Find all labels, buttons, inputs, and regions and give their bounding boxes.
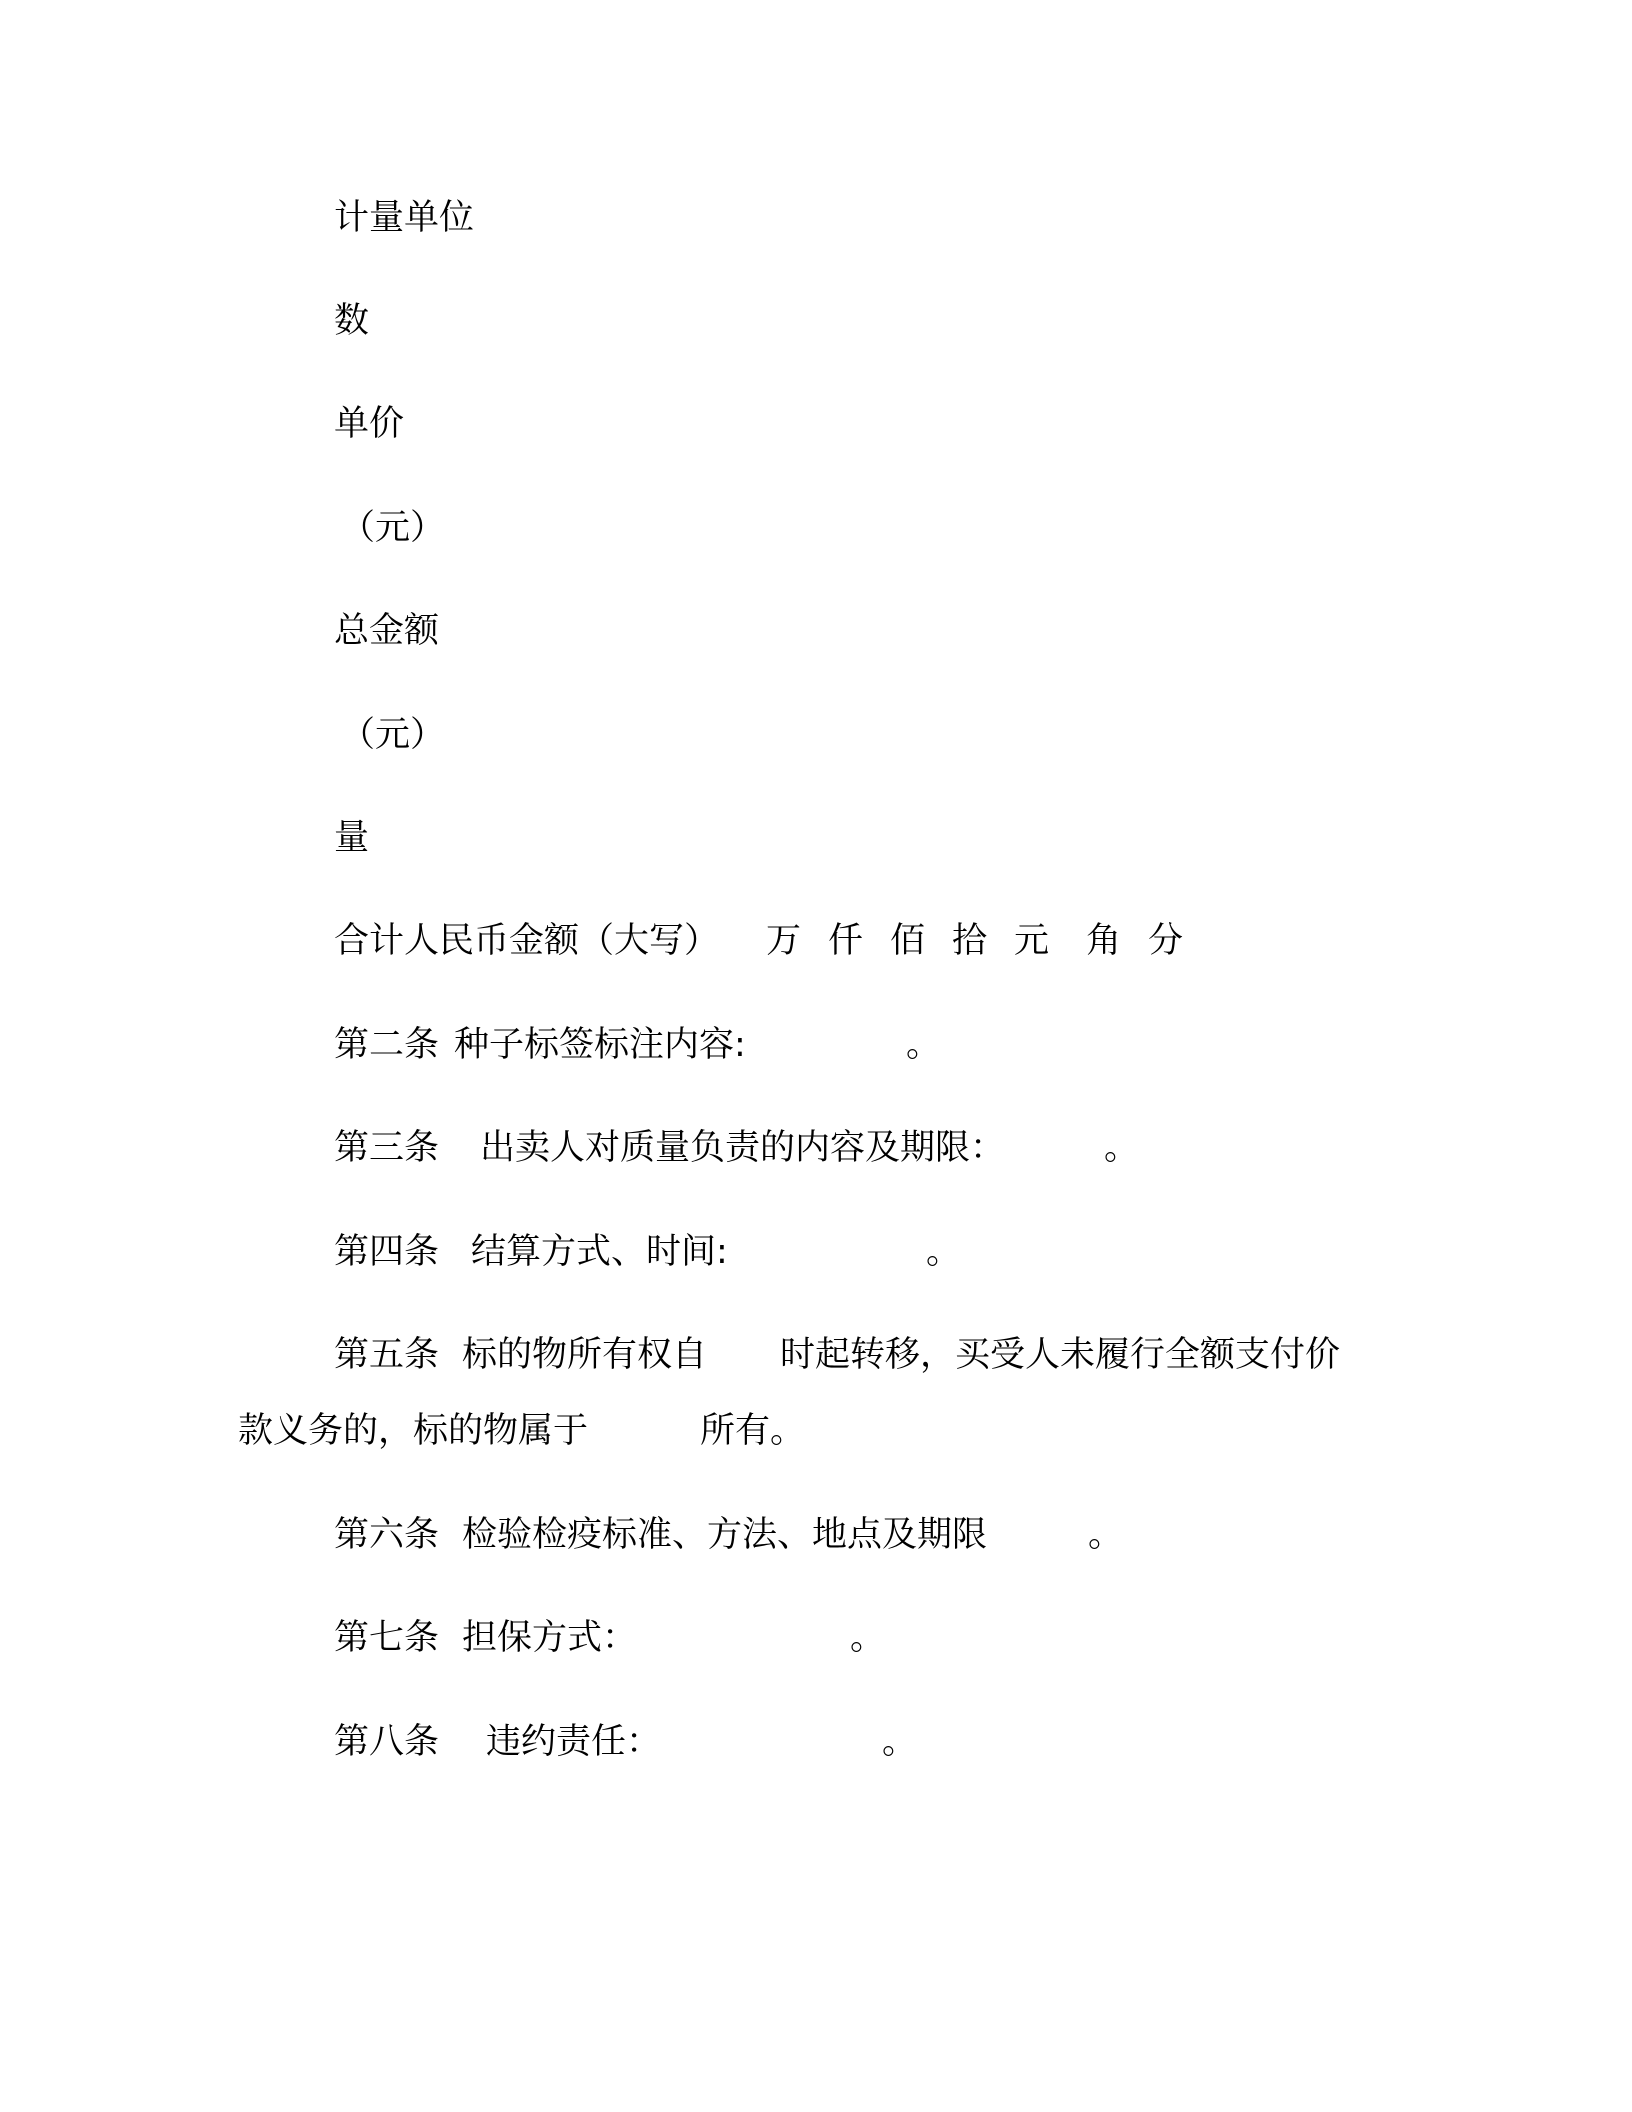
article-6-title: 第六条 bbox=[334, 1515, 440, 1555]
article-5-text-1: 标的物所有权自 bbox=[462, 1335, 708, 1375]
amount-label: 合计人民币金额（大写） bbox=[334, 921, 720, 961]
article-2-title: 第二条 bbox=[334, 1025, 440, 1065]
total-amount-label: 总金额 bbox=[334, 611, 440, 651]
unit-fen: 分 bbox=[1148, 921, 1184, 961]
unit-yuan: 元 bbox=[1014, 921, 1050, 961]
article-8 bbox=[334, 1718, 1034, 1766]
article-8-end: 。 bbox=[882, 1722, 918, 1762]
unit-wan: 万 bbox=[766, 921, 802, 961]
total-amount-currency: （元） bbox=[340, 715, 446, 755]
article-2 bbox=[334, 1021, 1034, 1069]
unit-shi: 拾 bbox=[952, 921, 988, 961]
article-3-end: 。 bbox=[1104, 1128, 1140, 1168]
article-6 bbox=[334, 1511, 1234, 1559]
amount-in-words-line bbox=[334, 917, 1234, 965]
article-4-text: 结算方式、时间: bbox=[471, 1232, 728, 1272]
article-7 bbox=[334, 1614, 1034, 1662]
article-5-line-2-text-2: 所有。 bbox=[700, 1411, 806, 1451]
unit-price-currency: （元） bbox=[340, 508, 446, 548]
article-6-end: 。 bbox=[1088, 1515, 1124, 1555]
article-5-line-2 bbox=[238, 1407, 938, 1455]
article-7-title: 第七条 bbox=[334, 1618, 440, 1658]
article-3-title: 第三条 bbox=[334, 1128, 440, 1168]
article-5-line-2-text-1: 款义务的，标的物属于 bbox=[238, 1411, 589, 1451]
article-2-text: 种子标签标注内容: bbox=[454, 1025, 746, 1065]
unit-label: 计量单位 bbox=[334, 198, 475, 238]
quantity-label-bottom: 量 bbox=[334, 818, 370, 858]
unit-price-label: 单价 bbox=[334, 404, 405, 444]
article-5-text-2: 时起转移，买受人未履行全额支付价 bbox=[780, 1335, 1341, 1375]
article-7-end: 。 bbox=[850, 1618, 886, 1658]
article-2-end: 。 bbox=[906, 1025, 942, 1065]
article-8-title: 第八条 bbox=[334, 1722, 440, 1762]
article-3 bbox=[334, 1124, 1234, 1172]
quantity-label-top: 数 bbox=[334, 301, 370, 341]
article-7-text: 担保方式： bbox=[462, 1618, 638, 1658]
unit-qian: 仟 bbox=[828, 921, 864, 961]
article-4-end: 。 bbox=[926, 1232, 962, 1272]
article-4 bbox=[334, 1228, 1034, 1276]
article-5-line-1 bbox=[334, 1331, 1384, 1379]
unit-jiao: 角 bbox=[1086, 921, 1122, 961]
article-4-title: 第四条 bbox=[334, 1232, 440, 1272]
article-8-text: 违约责任： bbox=[486, 1722, 662, 1762]
unit-bai: 佰 bbox=[890, 921, 926, 961]
article-3-text: 出卖人对质量负责的内容及期限： bbox=[480, 1128, 1006, 1168]
article-6-text: 检验检疫标准、方法、地点及期限 bbox=[462, 1515, 988, 1555]
article-5-title: 第五条 bbox=[334, 1335, 440, 1375]
